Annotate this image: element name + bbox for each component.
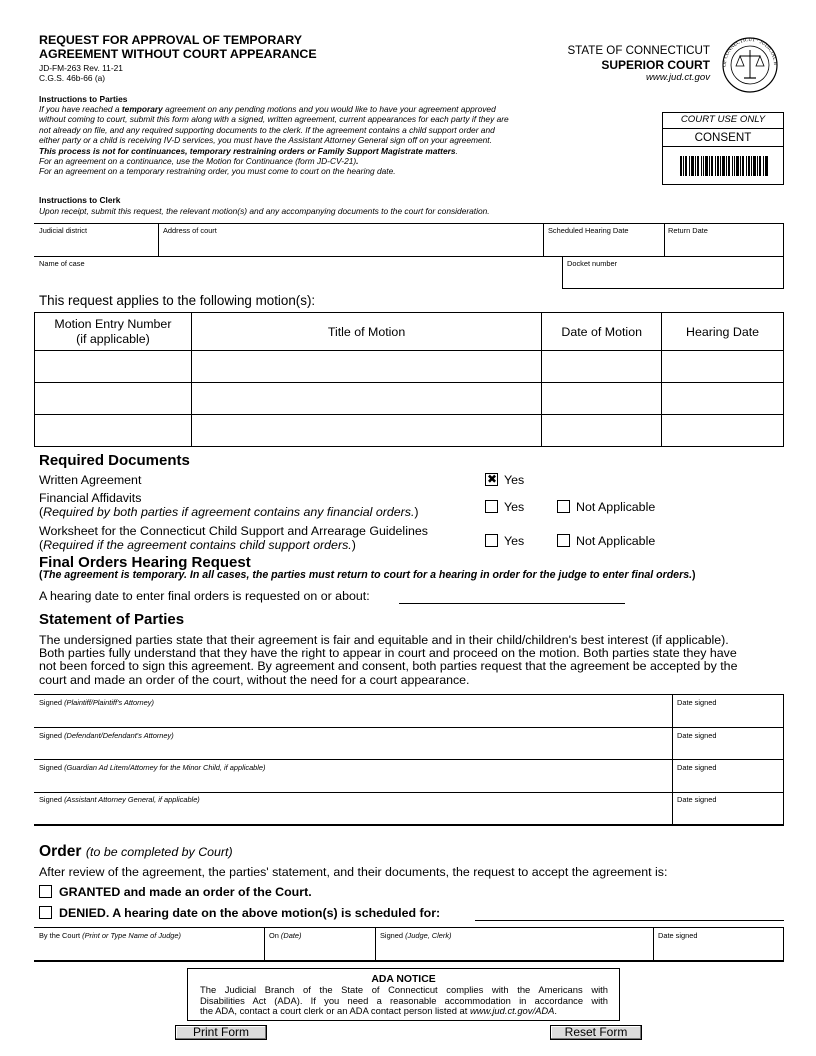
statement-text <box>39 634 737 687</box>
col-motion-entry-number <box>35 313 192 351</box>
judge-signature-input[interactable] <box>377 941 651 959</box>
financial-affidavits-yes-label: Yes <box>504 500 525 514</box>
instr-line5 <box>39 146 659 156</box>
table-row <box>35 351 784 383</box>
instructions-clerk-text: Upon receipt, submit this request, the relevant motion(s) and any accompanying documents to the court for consideration. <box>39 206 490 216</box>
final-orders-note <box>39 569 696 581</box>
fa-note-close: ) <box>414 505 419 519</box>
fo-note-close: ) <box>692 569 696 581</box>
checked-x-icon: ✖ <box>487 472 498 486</box>
instr-line6 <box>39 156 659 166</box>
address-of-court-input[interactable] <box>160 236 541 254</box>
guardian-date-label: Date signed <box>677 763 717 772</box>
seal-text: OF CONNECTICUT · JUDICIAL B <box>721 36 779 67</box>
on-note: (Date) <box>280 931 302 940</box>
final-orders-request-label: A hearing date to enter final orders is requested on or about: <box>39 589 370 603</box>
consent-label: CONSENT <box>694 131 752 144</box>
motion-entry-cell[interactable] <box>35 415 192 447</box>
granted-label: GRANTED and made an order of the Court. <box>59 885 312 899</box>
ada-line1: The Judicial Branch of the State of Connecticut complies with the Americans with <box>200 984 608 995</box>
written-agreement-yes-label: Yes <box>504 473 525 487</box>
plaintiff-note: (Plaintiff/Plaintiff's Attorney) <box>64 698 154 707</box>
worksheet-label: Worksheet for the Connecticut Child Support and Arrearage Guidelines <box>39 524 428 538</box>
order-subtitle: (to be completed by Court) <box>85 845 233 859</box>
instr-line2: without coming to court, submit this form along with a signed, written agreement, current appearances for each party if they are <box>39 114 509 125</box>
worksheet-na-label: Not Applicable <box>576 534 656 548</box>
plaintiff-date-label: Date signed <box>677 698 717 707</box>
required-documents-heading: Required Documents <box>39 452 190 469</box>
denied-hearing-date-input[interactable] <box>475 920 784 921</box>
worksheet-yes-checkbox[interactable] <box>485 534 498 547</box>
financial-affidavits-note <box>39 505 419 519</box>
financial-affidavits-label: Financial Affidavits <box>39 491 142 505</box>
form-title-line1: REQUEST FOR APPROVAL OF TEMPORARY <box>39 33 302 47</box>
motions-intro: This request applies to the following motion(s): <box>39 293 316 308</box>
motion-entry-cell[interactable] <box>35 351 192 383</box>
order-heading <box>39 843 233 861</box>
by-court-word: By the Court <box>39 931 83 940</box>
aag-note: (Assistant Attorney General, if applicable) <box>64 795 200 804</box>
financial-affidavits-na-checkbox[interactable] <box>557 500 570 513</box>
ws-note-open: ( <box>39 538 44 552</box>
table-row <box>35 415 784 447</box>
fo-note-text: The agreement is temporary. In all cases, the parties must return to court for a hearing in order for the judge to enter final orders. <box>42 569 693 581</box>
state-seal-icon <box>716 36 784 94</box>
ada-heading: ADA NOTICE <box>371 974 436 985</box>
worksheet-yes-label: Yes <box>504 534 525 548</box>
name-of-case-input[interactable] <box>36 269 560 287</box>
ada-line3b: . <box>554 1005 557 1017</box>
instr-line1b: agreement on any pending motions and you would like to have your agreement approved <box>162 104 496 114</box>
instructions-parties-heading: Instructions to Parties <box>39 94 128 104</box>
written-agreement-yes-checkbox[interactable] <box>485 473 498 486</box>
plaintiff-signature-label <box>39 698 154 707</box>
guardian-signature-label <box>39 763 266 772</box>
statement-line3: not been forced to sign this agreement. By agreement and consent, both parties request that the agreement be accepted by the <box>39 659 738 674</box>
granted-checkbox[interactable] <box>39 885 52 898</box>
ada-line3a: the ADA, contact a court clerk or an ADA contact person listed at <box>200 1005 470 1017</box>
signed-word: Signed <box>39 763 65 772</box>
col-title-of-motion: Title of Motion <box>191 313 541 351</box>
worksheet-note <box>39 538 356 552</box>
instructions-parties-text <box>39 104 659 177</box>
col-motion-entry-line1: Motion Entry Number <box>54 316 172 331</box>
state-name: STATE OF CONNECTICUT <box>567 44 710 57</box>
judge-signed-label <box>380 931 452 940</box>
aag-date-label: Date signed <box>677 795 717 804</box>
instructions-clerk-heading: Instructions to Clerk <box>39 195 121 205</box>
form-title <box>39 34 317 61</box>
hearing-date-cell[interactable] <box>662 383 784 415</box>
judge-name-input[interactable] <box>36 941 262 959</box>
order-date-signed-input[interactable] <box>655 941 782 959</box>
fa-note-open: ( <box>39 505 44 519</box>
col-date-of-motion: Date of Motion <box>542 313 662 351</box>
financial-affidavits-na-label: Not Applicable <box>576 500 656 514</box>
on-word: On <box>269 931 281 940</box>
defendant-signature-label <box>39 731 174 740</box>
hearing-date-cell[interactable] <box>662 415 784 447</box>
aag-signature-label <box>39 795 200 804</box>
signed-word: Signed <box>39 731 65 740</box>
instr-line7: For an agreement on a temporary restraining order, you must come to court on the hearing date. <box>39 166 396 177</box>
instr-line3: not already on file, and any required supporting documents to the clerk. If the agreement contains a child support order and <box>39 124 495 135</box>
defendant-date-input[interactable] <box>674 741 782 758</box>
motion-date-cell[interactable] <box>542 383 662 415</box>
order-intro: After review of the agreement, the parties' statement, and their documents, the request to accept the agreement is: <box>39 865 668 879</box>
motion-title-cell[interactable] <box>191 351 541 383</box>
financial-affidavits-yes-checkbox[interactable] <box>485 500 498 513</box>
ada-link[interactable]: www.jud.ct.gov/ADA <box>469 1005 555 1017</box>
court-website: www.jud.ct.gov <box>646 72 710 83</box>
denied-label: DENIED. A hearing date on the above motion(s) is scheduled for: <box>59 906 441 920</box>
signed-word: Signed <box>380 931 406 940</box>
plaintiff-signature-input[interactable] <box>36 708 670 726</box>
docket-number-input[interactable] <box>564 269 782 287</box>
signed-word: Signed <box>39 698 65 707</box>
fo-note-open: ( <box>39 569 43 581</box>
ada-text <box>200 985 608 1017</box>
court-use-box <box>662 112 784 185</box>
barcode-icon <box>680 156 768 176</box>
signed-note: (Judge, Clerk) <box>405 931 452 940</box>
instr-line5-end: . <box>455 145 458 156</box>
form-number: JD-FM-263 Rev. 11-21 <box>39 63 123 73</box>
by-court-label <box>39 931 181 940</box>
guardian-note: (Guardian Ad Litem/Attorney for the Minor Child, if applicable) <box>64 763 266 772</box>
ws-note-close: ) <box>351 538 356 552</box>
judicial-district-input[interactable] <box>36 236 156 254</box>
written-agreement-label: Written Agreement <box>39 473 142 487</box>
guardian-date-input[interactable] <box>674 773 782 791</box>
instr-line4: either party or a child is receiving IV-D services, you must have the Assistant Attorney General sign off on your agreement. <box>39 135 492 146</box>
name-of-case-label: Name of case <box>39 259 85 268</box>
table-row <box>35 383 784 415</box>
court-use-label: COURT USE ONLY <box>680 114 766 125</box>
motion-title-cell[interactable] <box>191 415 541 447</box>
defendant-note: (Defendant/Defendant's Attorney) <box>64 731 174 740</box>
aag-date-input[interactable] <box>674 805 782 822</box>
motions-header-row <box>35 313 784 351</box>
statement-heading: Statement of Parties <box>39 611 185 628</box>
return-date-label: Return Date <box>668 226 708 235</box>
denied-checkbox[interactable] <box>39 906 52 919</box>
ada-line3 <box>200 1006 608 1017</box>
defendant-date-label: Date signed <box>677 731 717 740</box>
col-hearing-date: Hearing Date <box>662 313 784 351</box>
statement-line1: The undersigned parties state that their agreement is fair and equitable and in their child/children's best interest (if applicable). <box>39 633 729 647</box>
on-date-label <box>269 931 301 940</box>
by-court-note: (Print or Type Name of Judge) <box>82 931 181 940</box>
motion-entry-cell[interactable] <box>35 383 192 415</box>
ada-notice-box <box>187 968 620 1021</box>
instr-line1a: If you have reached a <box>39 104 122 114</box>
court-header <box>540 44 710 83</box>
judicial-district-label: Judicial district <box>39 226 88 235</box>
order-date-input[interactable] <box>266 941 373 959</box>
order-date-signed-label: Date signed <box>658 931 698 940</box>
reset-form-button[interactable]: Reset Form <box>550 1025 642 1040</box>
motion-title-cell[interactable] <box>191 383 541 415</box>
guardian-signature-input[interactable] <box>36 773 670 791</box>
return-date-input[interactable] <box>666 236 782 254</box>
statement-line2: Both parties fully understand that they have the right to appear in court and proceed on the motion. Both parties state they have <box>39 646 737 661</box>
col-motion-entry-line2: (if applicable) <box>76 331 150 346</box>
address-of-court-label: Address of court <box>163 226 217 235</box>
aag-signature-input[interactable] <box>36 805 670 822</box>
worksheet-na-checkbox[interactable] <box>557 534 570 547</box>
fa-note-text: Required by both parties if agreement contains any financial orders. <box>43 505 415 519</box>
instr-line6a: For an agreement on a continuance, use the Motion for Continuance (form JD-CV-21) <box>39 156 357 167</box>
final-orders-date-input[interactable] <box>399 603 625 604</box>
order-title: Order <box>39 843 82 860</box>
instr-line6b: . <box>356 156 359 167</box>
print-form-button[interactable]: Print Form <box>175 1025 267 1040</box>
docket-number-label: Docket number <box>567 259 618 268</box>
motions-table <box>34 312 784 447</box>
instr-line1 <box>39 104 659 114</box>
scheduled-hearing-date-input[interactable] <box>545 236 662 254</box>
form-title-line2: AGREEMENT WITHOUT COURT APPEARANCE <box>39 46 317 61</box>
ada-line2: Disabilities Act (ADA). If you need a reasonable accommodation in accordance with <box>200 994 608 1006</box>
hearing-date-cell[interactable] <box>662 351 784 383</box>
motion-date-cell[interactable] <box>542 415 662 447</box>
scheduled-hearing-date-label: Scheduled Hearing Date <box>548 226 629 235</box>
ws-note-text: Required if the agreement contains child support orders. <box>43 538 352 552</box>
motion-date-cell[interactable] <box>542 351 662 383</box>
plaintiff-date-input[interactable] <box>674 708 782 726</box>
court-name: SUPERIOR COURT <box>601 58 710 72</box>
final-orders-heading: Final Orders Hearing Request <box>39 554 251 571</box>
instr-line1-bold: temporary <box>121 104 163 114</box>
instr-line5-bold: This process is not for continuances, temporary restraining orders or Family Support Magistrate matters <box>39 145 456 156</box>
statute-reference: C.G.S. 46b-66 (a) <box>39 73 106 83</box>
defendant-signature-input[interactable] <box>36 741 670 758</box>
statement-line4: court and made an order of the court, without the need for a court appearance. <box>39 672 470 687</box>
signed-word: Signed <box>39 795 65 804</box>
